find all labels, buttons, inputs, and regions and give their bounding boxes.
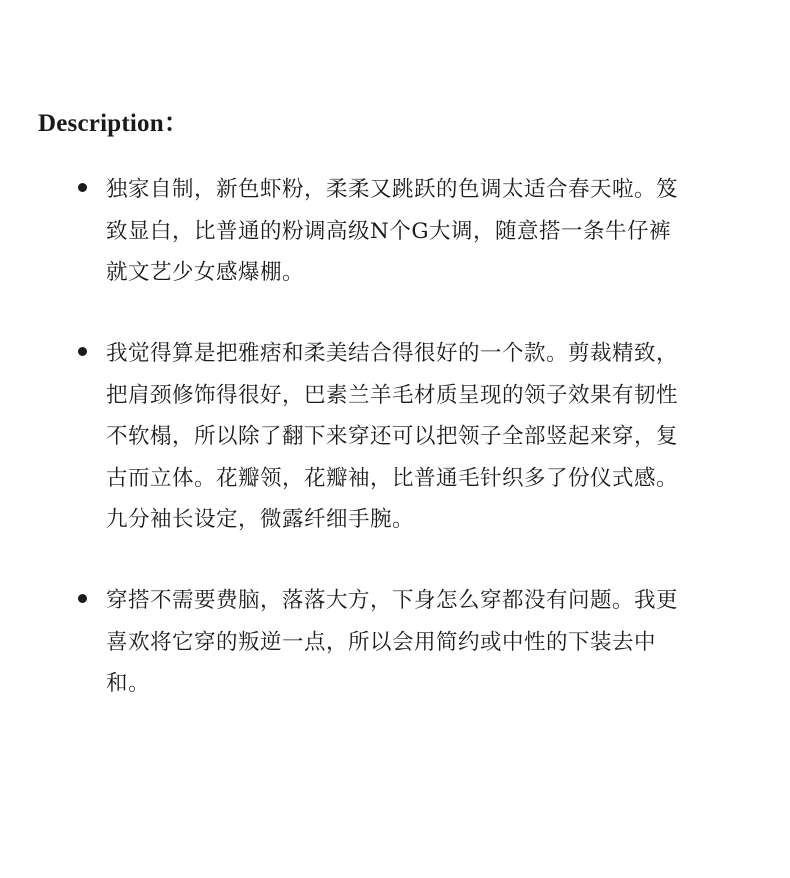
item-text-line: 不软榻，所以除了翻下来穿还可以把领子全部竖起来穿，复 bbox=[106, 424, 679, 449]
item-text-line: 穿搭不需要费脑，落落大方，下身怎么穿都没有问题。我更 bbox=[106, 588, 679, 613]
item-text-line: 把肩颈修饰得很好，巴素兰羊毛材质呈现的领子效果有韧性 bbox=[106, 382, 679, 408]
list-item bbox=[106, 580, 710, 705]
item-text-line: 和。 bbox=[106, 671, 151, 696]
item-text-line: 喜欢将它穿的叛逆一点，所以会用简约或中性的下装去中 bbox=[106, 629, 657, 655]
list-item bbox=[106, 333, 710, 541]
item-text-line: 就文艺少女感爆棚。 bbox=[106, 260, 305, 285]
bullet-icon bbox=[78, 347, 87, 356]
bullet-icon bbox=[78, 183, 87, 192]
description-heading: Description： bbox=[38, 110, 189, 137]
item-text-line: 古而立体。花瓣领，花瓣袖，比普通毛针织多了份仪式感。 bbox=[106, 465, 679, 491]
item-text-line: 致显白，比普通的粉调高级N个G大调，随意搭一条牛仔裤 bbox=[106, 218, 671, 244]
item-text-line: 我觉得算是把雅痞和柔美结合得很好的一个款。剪裁精致， bbox=[106, 341, 679, 366]
item-text-line: 九分袖长设定，微露纤细手腕。 bbox=[106, 507, 415, 532]
item-text-line: 独家自制，新色虾粉，柔柔又跳跃的色调太适合春天啦。笈 bbox=[106, 177, 679, 202]
bullet-icon bbox=[78, 594, 87, 603]
list-item bbox=[106, 169, 710, 294]
